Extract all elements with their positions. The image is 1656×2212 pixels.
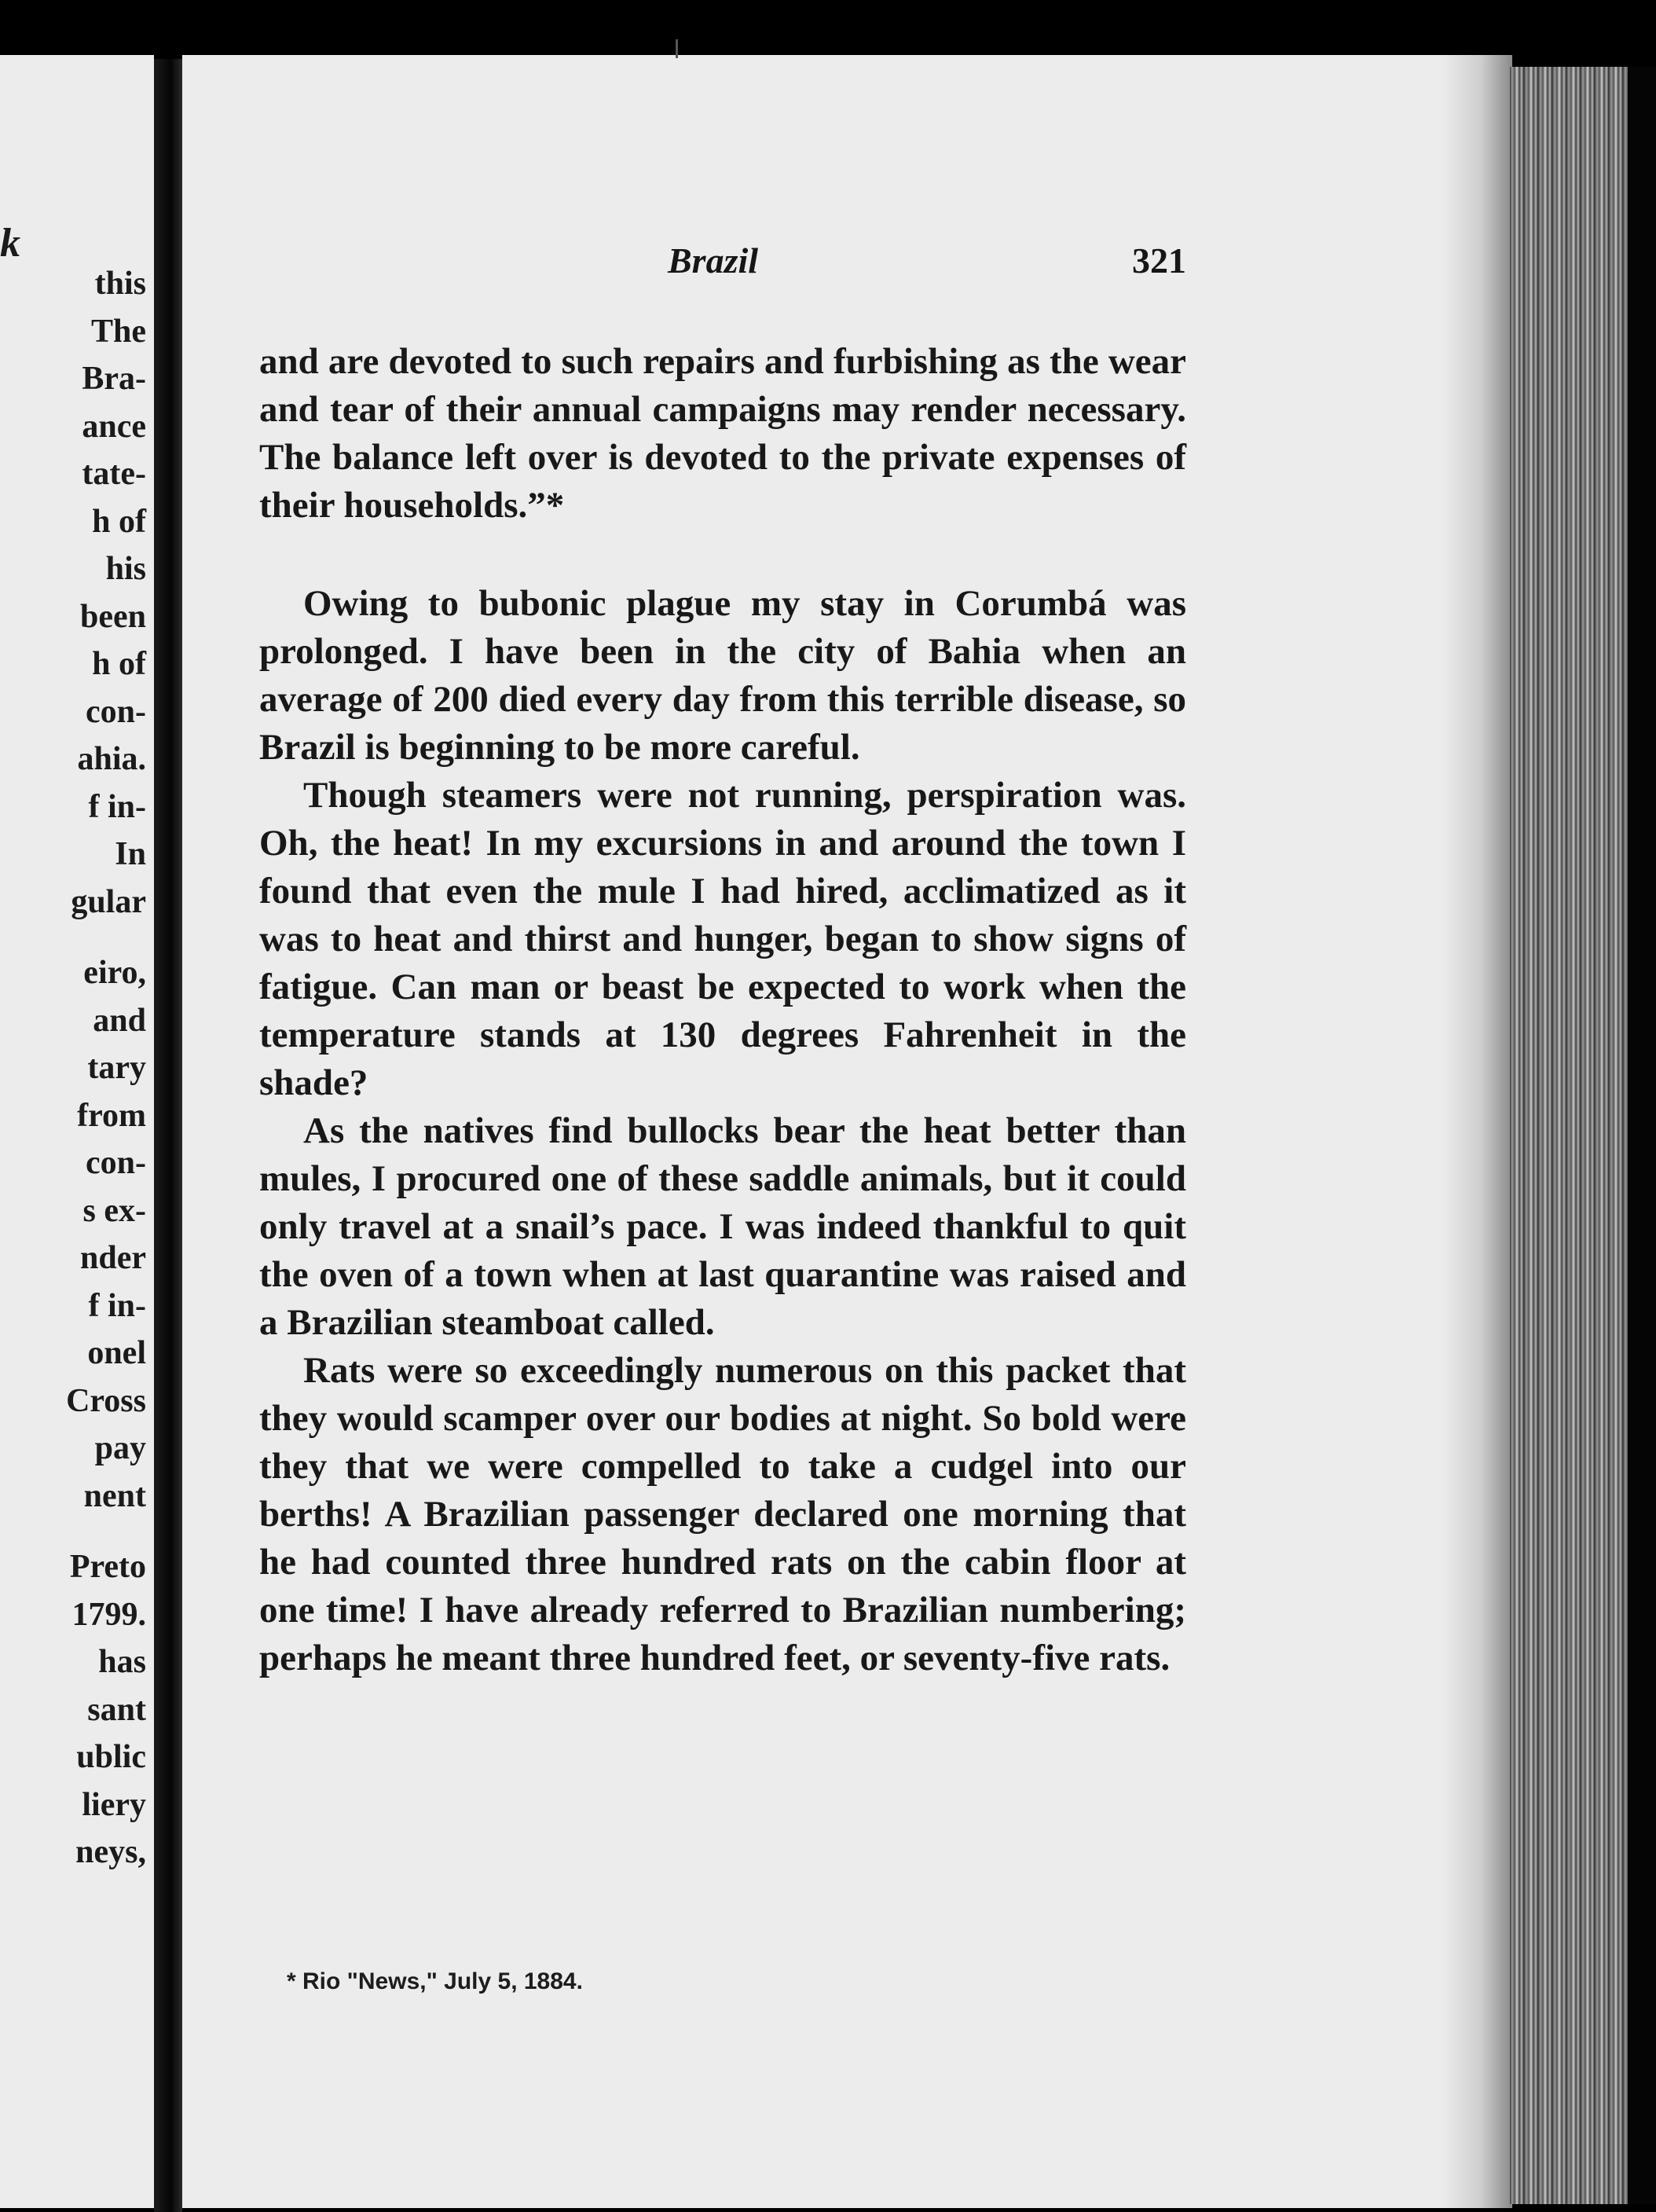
facing-line-fragment: f in- [88,1287,146,1324]
facing-line-fragment: con- [86,693,146,730]
facing-line-fragment: con- [86,1145,146,1181]
facing-line-fragment: s ex- [82,1192,146,1229]
body-text [259,338,1186,1682]
facing-running-fragment: k [0,221,20,266]
facing-line-fragment: Cross [66,1382,146,1419]
facing-line-fragment: has [98,1644,146,1680]
facing-line-fragment: h of [92,646,146,682]
facing-line-fragment: Bra- [82,361,146,397]
paragraph: Owing to bubonic plague my stay in Corumbá was prolonged. I have been in the city of Bahia when an average of 200 died every day from this terrible disease, so Brazil is beginning to be more careful. [259,583,1186,768]
page-edge-shadow [1442,55,1512,2208]
facing-line-fragment: nder [80,1240,146,1276]
facing-line-fragment: ance [82,408,146,445]
paragraph: Rats were so exceedingly numerous on this packet that they would scamper over our bodies at night. So bold were they that we were compelled to take a cudgel into our berths! A Brazilian passenger declared one morning that he had counted three hundred rats on the cabin floor at one time! I have already referred to Brazilian numbering; perhaps he meant three hundred feet, or seventy-five rats. [259,1350,1186,1678]
paragraph: Though steamers were not running, perspiration was. Oh, the heat! In my excursions in and around the town I found that even the mule I had hired, acclimatized as it was to heat and thirst and hunger, began to show signs of fatigue. Can man or beast be expected to work when the temperature stands at 130 degrees Fahrenheit in the shade? [259,775,1186,1103]
facing-page [0,55,154,2208]
facing-line-fragment: ahia. [77,741,146,777]
page-number: 321 [1132,240,1186,281]
facing-line-fragment: been [80,598,146,635]
stacked-page-edges [1510,67,1628,2204]
facing-line-fragment: onel [87,1335,146,1371]
facing-line-fragment: Preto [69,1549,146,1585]
facing-line-fragment: tate- [82,456,146,492]
facing-line-fragment: h of [92,503,146,540]
paragraph: As the natives find bullocks bear the heat better than mules, I procured one of these saddle animals, but it could only travel at a snail’s pace. I was indeed thankful to quit the oven of a town when at last quarantine was raised and a Brazilian steamboat called. [259,1110,1186,1343]
facing-line-fragment: his [105,551,146,587]
facing-line-fragment: 1799. [71,1596,146,1633]
facing-line-fragment: liery [82,1786,146,1823]
running-title: Brazil [668,240,759,281]
facing-line-fragment: pay [94,1430,146,1466]
facing-line-fragment: ublic [76,1739,146,1775]
facing-line-fragment: f in- [88,788,146,825]
facing-line-fragment: gular [71,883,146,920]
facing-line-fragment: nent [83,1477,146,1514]
book-gutter [154,59,182,2212]
facing-line-fragment: The [90,313,146,350]
facing-line-fragment: and [93,1002,146,1039]
facing-line-fragment: eiro, [83,955,146,991]
facing-line-fragment: this [94,266,146,302]
facing-line-fragment: from [77,1097,146,1134]
facing-line-fragment: In [115,836,146,872]
facing-line-fragment: neys, [75,1834,146,1870]
page-edge-dark [1628,67,1656,2204]
facing-line-fragment: sant [87,1691,146,1728]
running-header [259,240,1186,287]
footnote: * Rio "News," July 5, 1884. [287,1968,583,1994]
paragraph-continuation: and are devoted to such repairs and furbishing as the wear and tear of their annual campaigns may render necessary. The balance left over is devoted to the private expenses of their households.”* [259,341,1186,526]
facing-line-fragment: tary [87,1050,146,1086]
scan-mark [676,39,678,58]
